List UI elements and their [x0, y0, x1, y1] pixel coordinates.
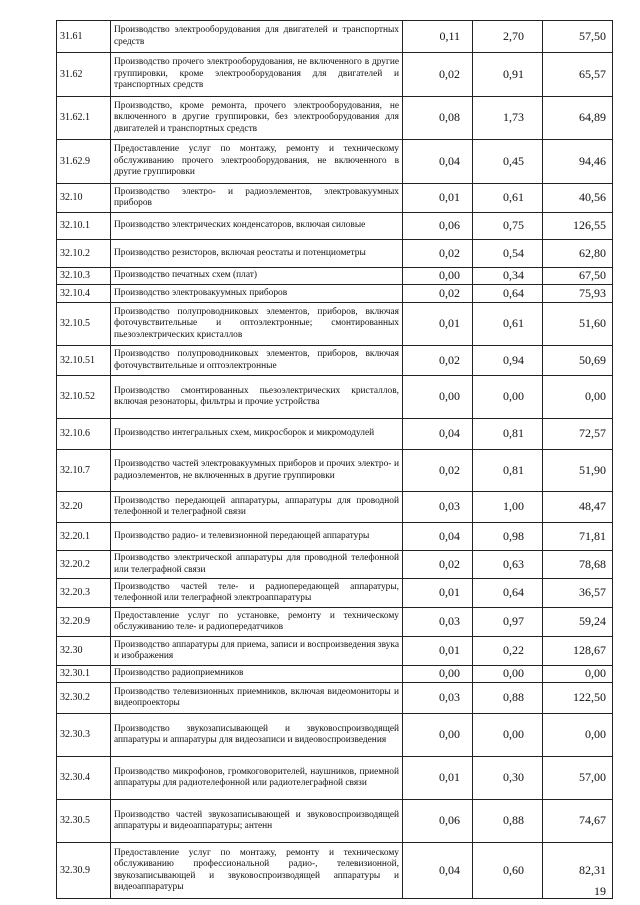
- row-code: 32.30.9: [57, 843, 111, 899]
- row-value-1: 0,02: [403, 285, 473, 303]
- row-code: 32.20.3: [57, 579, 111, 608]
- row-name: Предоставление услуг по монтажу, ремонту и техническому обслуживанию прочего электрооборудования, не включенного в другие группировки: [111, 140, 403, 184]
- row-value-3: 67,50: [543, 268, 613, 285]
- row-code: 32.20.9: [57, 608, 111, 637]
- row-code: 32.20.1: [57, 523, 111, 551]
- table-row: [57, 608, 613, 637]
- row-value-1: 0,04: [403, 523, 473, 551]
- row-value-1: 0,02: [403, 53, 473, 97]
- row-value-3: 57,00: [543, 757, 613, 800]
- row-value-3: 71,81: [543, 523, 613, 551]
- row-value-3: 51,60: [543, 303, 613, 346]
- row-code: 32.20.2: [57, 551, 111, 579]
- row-value-1: 0,00: [403, 268, 473, 285]
- row-value-1: 0,03: [403, 683, 473, 714]
- row-value-2: 0,45: [473, 140, 543, 184]
- row-name: Производство телевизионных приемников, включая видеомониторы и видеопроекторы: [111, 683, 403, 714]
- row-value-1: 0,01: [403, 757, 473, 800]
- row-value-2: 0,91: [473, 53, 543, 97]
- row-value-2: 2,70: [473, 21, 543, 53]
- table-row: [57, 53, 613, 97]
- row-value-3: 78,68: [543, 551, 613, 579]
- row-name: Производство интегральных схем, микросборок и микромодулей: [111, 419, 403, 450]
- row-value-1: 0,04: [403, 419, 473, 450]
- row-name: Производство микрофонов, громкоговорителей, наушников, приемной аппаратуры для радиотелефонной или радиотелеграфной связи: [111, 757, 403, 800]
- row-value-3: 122,50: [543, 683, 613, 714]
- row-code: 32.30.1: [57, 666, 111, 683]
- row-name: Производство печатных схем (плат): [111, 268, 403, 285]
- table-row: [57, 492, 613, 523]
- row-value-2: 0,88: [473, 800, 543, 843]
- table-row: [57, 523, 613, 551]
- table-row: [57, 376, 613, 419]
- table-row: [57, 551, 613, 579]
- row-name: Производство электрической аппаратуры для проводной телефонной или телеграфной связи: [111, 551, 403, 579]
- row-name: Производство электро- и радиоэлементов, электровакуумных приборов: [111, 184, 403, 213]
- row-code: 31.62: [57, 53, 111, 97]
- row-value-2: 0,94: [473, 346, 543, 376]
- row-value-1: 0,01: [403, 184, 473, 213]
- row-code: 32.10.2: [57, 240, 111, 268]
- row-value-2: 0,54: [473, 240, 543, 268]
- table-row: [57, 184, 613, 213]
- row-value-3: 74,67: [543, 800, 613, 843]
- row-value-1: 0,03: [403, 608, 473, 637]
- row-name: Производство частей электровакуумных приборов и прочих электро- и радиоэлементов, не включенных в другие группировки: [111, 450, 403, 492]
- row-value-1: 0,01: [403, 303, 473, 346]
- row-value-1: 0,06: [403, 800, 473, 843]
- row-code: 32.30: [57, 637, 111, 666]
- row-value-3: 72,57: [543, 419, 613, 450]
- row-value-3: 0,00: [543, 666, 613, 683]
- row-code: 31.62.9: [57, 140, 111, 184]
- row-value-3: 59,24: [543, 608, 613, 637]
- table-row: [57, 843, 613, 899]
- row-code: 32.20: [57, 492, 111, 523]
- table-row: [57, 450, 613, 492]
- row-value-3: 94,46: [543, 140, 613, 184]
- row-value-1: 0,00: [403, 376, 473, 419]
- row-value-2: 0,61: [473, 184, 543, 213]
- table-row: [57, 579, 613, 608]
- row-value-2: 1,00: [473, 492, 543, 523]
- row-name: Производство прочего электрооборудования, не включенного в другие группировки, кроме электрооборудования для двигателей и транспортных средств: [111, 53, 403, 97]
- row-code: 32.10.7: [57, 450, 111, 492]
- row-value-2: 0,00: [473, 376, 543, 419]
- row-value-2: 0,98: [473, 523, 543, 551]
- row-name: Производство, кроме ремонта, прочего электрооборудования, не включенного в другие группировки, без электрооборудования для двигателей и транспортных средств: [111, 97, 403, 140]
- row-name: Производство резисторов, включая реостаты и потенциометры: [111, 240, 403, 268]
- row-value-3: 36,57: [543, 579, 613, 608]
- row-value-3: 82,31: [543, 843, 613, 899]
- row-name: Производство электрооборудования для двигателей и транспортных средств: [111, 21, 403, 53]
- table-row: [57, 666, 613, 683]
- row-value-2: 0,88: [473, 683, 543, 714]
- row-value-2: 0,64: [473, 285, 543, 303]
- row-value-1: 0,04: [403, 843, 473, 899]
- row-value-1: 0,03: [403, 492, 473, 523]
- row-value-3: 128,67: [543, 637, 613, 666]
- row-name: Производство передающей аппаратуры, аппаратуры для проводной телефонной и телеграфной связи: [111, 492, 403, 523]
- row-name: Производство радиоприемников: [111, 666, 403, 683]
- row-name: Производство электровакуумных приборов: [111, 285, 403, 303]
- row-name: Производство смонтированных пьезоэлектрических кристаллов, включая резонаторы, фильтры и прочие устройства: [111, 376, 403, 419]
- table-row: [57, 213, 613, 240]
- row-value-2: 0,00: [473, 714, 543, 757]
- row-value-1: 0,02: [403, 450, 473, 492]
- row-value-1: 0,06: [403, 213, 473, 240]
- row-code: 31.62.1: [57, 97, 111, 140]
- row-value-3: 51,90: [543, 450, 613, 492]
- row-value-2: 0,97: [473, 608, 543, 637]
- row-value-2: 0,75: [473, 213, 543, 240]
- row-value-3: 40,56: [543, 184, 613, 213]
- row-name: Производство электрических конденсаторов, включая силовые: [111, 213, 403, 240]
- row-code: 32.30.4: [57, 757, 111, 800]
- row-value-1: 0,11: [403, 21, 473, 53]
- row-code: 32.10.1: [57, 213, 111, 240]
- table-row: [57, 637, 613, 666]
- row-code: 32.10.51: [57, 346, 111, 376]
- row-value-2: 0,30: [473, 757, 543, 800]
- row-value-3: 57,50: [543, 21, 613, 53]
- row-name: Производство частей звукозаписывающей и звуковоспроизводящей аппаратуры и видеоаппаратуры; антенн: [111, 800, 403, 843]
- row-value-3: 50,69: [543, 346, 613, 376]
- row-name: Предоставление услуг по монтажу, ремонту и техническому обслуживанию профессиональной радио-, телевизионной, звукозаписывающей и звуковоспроизводящей аппаратуры и видеоаппаратуры: [111, 843, 403, 899]
- row-value-3: 0,00: [543, 376, 613, 419]
- table-row: [57, 757, 613, 800]
- table-row: [57, 268, 613, 285]
- row-name: Производство полупроводниковых элементов, приборов, включая фоточувствительные и оптоэлектронные; смонтированных пьезоэлектрических кристаллов: [111, 303, 403, 346]
- row-value-1: 0,01: [403, 579, 473, 608]
- row-value-1: 0,02: [403, 346, 473, 376]
- page-number: 19: [594, 884, 606, 898]
- table-row: [57, 714, 613, 757]
- table-row: [57, 240, 613, 268]
- table-row: [57, 97, 613, 140]
- row-name: Предоставление услуг по установке, ремонту и техническому обслуживанию теле- и радиопередатчиков: [111, 608, 403, 637]
- row-value-1: 0,01: [403, 637, 473, 666]
- table-row: [57, 683, 613, 714]
- row-value-2: 0,22: [473, 637, 543, 666]
- row-code: 32.10.52: [57, 376, 111, 419]
- row-value-2: 0,34: [473, 268, 543, 285]
- table-row: [57, 346, 613, 376]
- table-body: [57, 21, 613, 899]
- row-name: Производство аппаратуры для приема, записи и воспроизведения звука и изображения: [111, 637, 403, 666]
- row-value-2: 0,81: [473, 419, 543, 450]
- row-value-3: 126,55: [543, 213, 613, 240]
- row-code: 32.10.3: [57, 268, 111, 285]
- row-value-1: 0,00: [403, 714, 473, 757]
- row-value-1: 0,00: [403, 666, 473, 683]
- row-value-2: 0,61: [473, 303, 543, 346]
- row-value-3: 64,89: [543, 97, 613, 140]
- row-value-1: 0,04: [403, 140, 473, 184]
- row-value-2: 0,81: [473, 450, 543, 492]
- row-code: 32.30.5: [57, 800, 111, 843]
- row-code: 32.30.2: [57, 683, 111, 714]
- row-value-1: 0,02: [403, 240, 473, 268]
- table-row: [57, 140, 613, 184]
- row-code: 32.10: [57, 184, 111, 213]
- data-table: [56, 20, 613, 899]
- table-row: [57, 303, 613, 346]
- row-name: Производство радио- и телевизионной передающей аппаратуры: [111, 523, 403, 551]
- table-row: [57, 419, 613, 450]
- row-name: Производство частей теле- и радиопередающей аппаратуры, телефонной или телеграфной электроаппаратуры: [111, 579, 403, 608]
- row-value-2: 1,73: [473, 97, 543, 140]
- row-value-1: 0,02: [403, 551, 473, 579]
- table-row: [57, 21, 613, 53]
- row-code: 31.61: [57, 21, 111, 53]
- row-value-1: 0,08: [403, 97, 473, 140]
- row-value-2: 0,64: [473, 579, 543, 608]
- row-code: 32.10.4: [57, 285, 111, 303]
- row-name: Производство звукозаписывающей и звуковоспроизводящей аппаратуры и аппаратуры для видеозаписи и видеовоспроизведения: [111, 714, 403, 757]
- row-value-2: 0,63: [473, 551, 543, 579]
- row-code: 32.30.3: [57, 714, 111, 757]
- row-value-3: 0,00: [543, 714, 613, 757]
- row-name: Производство полупроводниковых элементов, приборов, включая фоточувствительные и оптоэлектронные: [111, 346, 403, 376]
- row-code: 32.10.5: [57, 303, 111, 346]
- table-row: [57, 800, 613, 843]
- table-row: [57, 285, 613, 303]
- row-value-3: 62,80: [543, 240, 613, 268]
- row-value-2: 0,00: [473, 666, 543, 683]
- row-value-2: 0,60: [473, 843, 543, 899]
- row-value-3: 65,57: [543, 53, 613, 97]
- row-value-3: 75,93: [543, 285, 613, 303]
- row-value-3: 48,47: [543, 492, 613, 523]
- row-code: 32.10.6: [57, 419, 111, 450]
